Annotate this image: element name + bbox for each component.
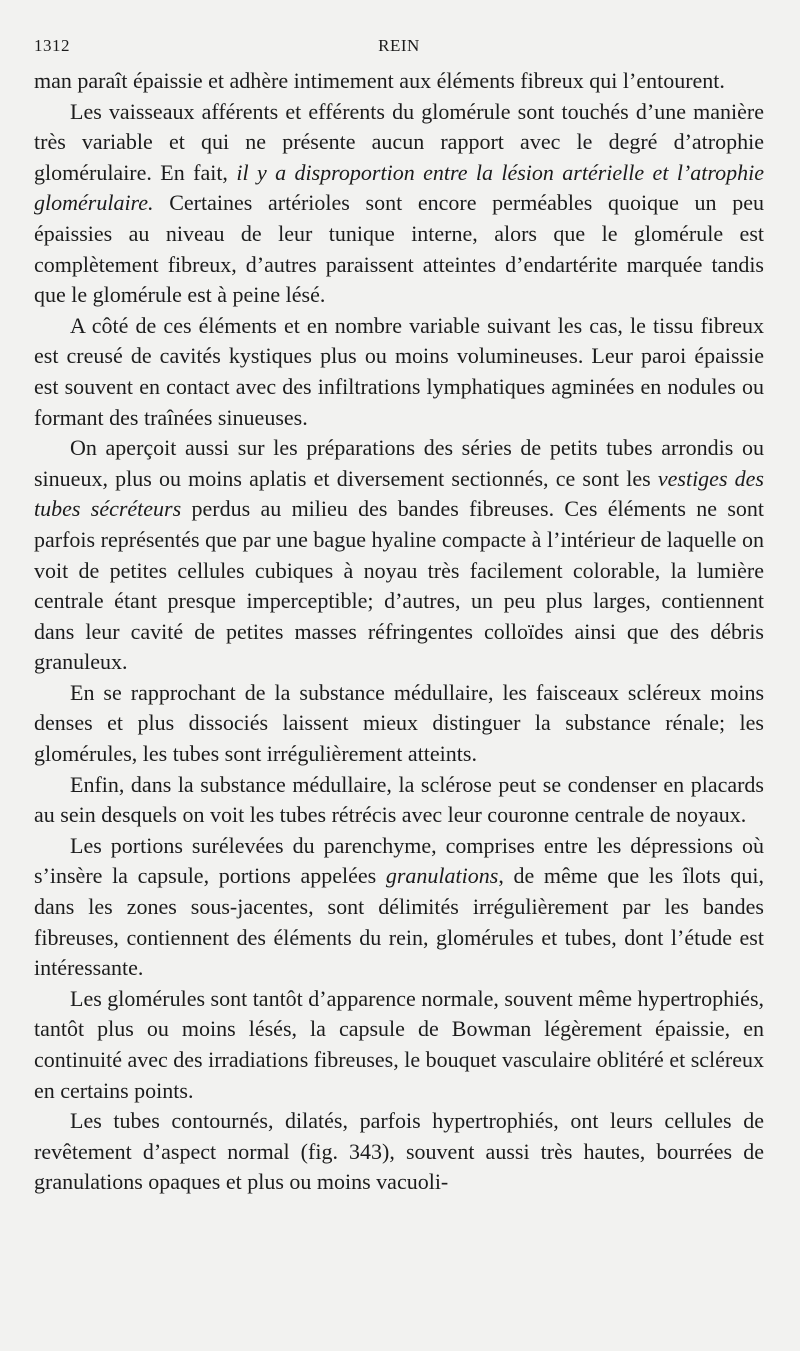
page-header bbox=[34, 36, 764, 66]
text-segment: On aperçoit aussi sur les préparations des séries de petits tubes arrondis ou sinueux, plus ou moins aplatis et diversement sectionnés, ce sont les bbox=[34, 435, 764, 491]
paragraph bbox=[34, 1106, 764, 1198]
paragraph bbox=[34, 97, 764, 311]
text-segment: Enfin, dans la substance médullaire, la sclérose peut se condenser en placards au sein desquels on voit les tubes rétrécis avec leur couronne centrale de noyaux. bbox=[34, 771, 764, 828]
paragraph bbox=[34, 984, 764, 1106]
text-segment: man paraît épaissie et adhère intimement aux éléments fibreux qui l’entourent. bbox=[34, 68, 725, 93]
text-segment: A côté de ces éléments et en nombre variable suivant les cas, le tissu fibreux est creusé de cavités kystiques plus ou moins volumineuses. Leur paroi épaissie est souvent en contact avec des infiltrations lymphatiques agminées en nodules ou formant des traînées sinueuses. bbox=[34, 312, 764, 430]
italic-text: vestiges des tubes sécréteurs bbox=[34, 465, 764, 522]
paragraph bbox=[34, 831, 764, 984]
paragraph bbox=[34, 66, 764, 97]
text-segment: Les vaisseaux afférents et efférents du glomérule sont touchés d’une manière très variable et qui ne présente aucun rapport avec le degré d’atrophie glomérulaire. En fait, bbox=[34, 98, 764, 185]
text-segment: Certaines artérioles sont encore perméables quoique un peu épaissies au niveau de leur tunique interne, alors que le glomérule est complètement fibreux, d’autres paraissent atteintes d’endartérite marquée tandis que le glomérule est à peine lésé. bbox=[34, 190, 764, 308]
paragraph bbox=[34, 678, 764, 770]
paragraph bbox=[34, 311, 764, 433]
text-segment: Les glomérules sont tantôt d’apparence normale, souvent même hypertrophiés, tantôt plus ou moins lésés, la capsule de Bowman légèrement épaissie, en continuité avec des irradiations fibreuses, le bouquet vasculaire oblitéré et scléreux en certains points. bbox=[34, 985, 765, 1103]
page-number: 1312 bbox=[34, 36, 70, 55]
text-segment: En se rapprochant de la substance médullaire, les faisceaux scléreux moins denses et plus dissociés laissent mieux distinguer la substance rénale; les glomérules, les tubes sont irrégulièrement atteints. bbox=[34, 679, 764, 767]
text-segment: perdus au milieu des bandes fibreuses. Ces éléments ne sont parfois représentés que par une bague hyaline compacte à l’intérieur de laquelle on voit de petites cellules cubiques à noyau très facilement colorable, la lumière centrale étant presque imperceptible; d’autres, un peu plus larges, contiennent dans leur cavité de petites masses réfringentes colloïdes ainsi que des débris granuleux. bbox=[34, 496, 764, 675]
text-segment: Les portions surélevées du parenchyme, comprises entre les dépressions où s’insère la capsule, portions appelées bbox=[34, 832, 764, 889]
running-title: REIN bbox=[378, 36, 420, 55]
paragraph bbox=[34, 770, 764, 831]
italic-text: granulations bbox=[385, 863, 499, 889]
text-segment: Les tubes contournés, dilatés, parfois hypertrophiés, ont leurs cellules de revêtement d’aspect normal (fig. 343), souvent aussi très hautes, bourrées de granulations opaques et plus ou moins vacuoli- bbox=[34, 1108, 764, 1195]
body-text bbox=[34, 66, 764, 1198]
italic-text: il y a disproportion entre la lésion artérielle et l’atrophie glomérulaire. bbox=[34, 159, 764, 216]
paragraph bbox=[34, 433, 764, 678]
text-segment: , de même que les îlots qui, dans les zones sous-jacentes, sont délimités irrégulièrement par les bandes fibreuses, contiennent des éléments du rein, glomérules et tubes, dont l’étude est intéressante. bbox=[34, 863, 764, 981]
